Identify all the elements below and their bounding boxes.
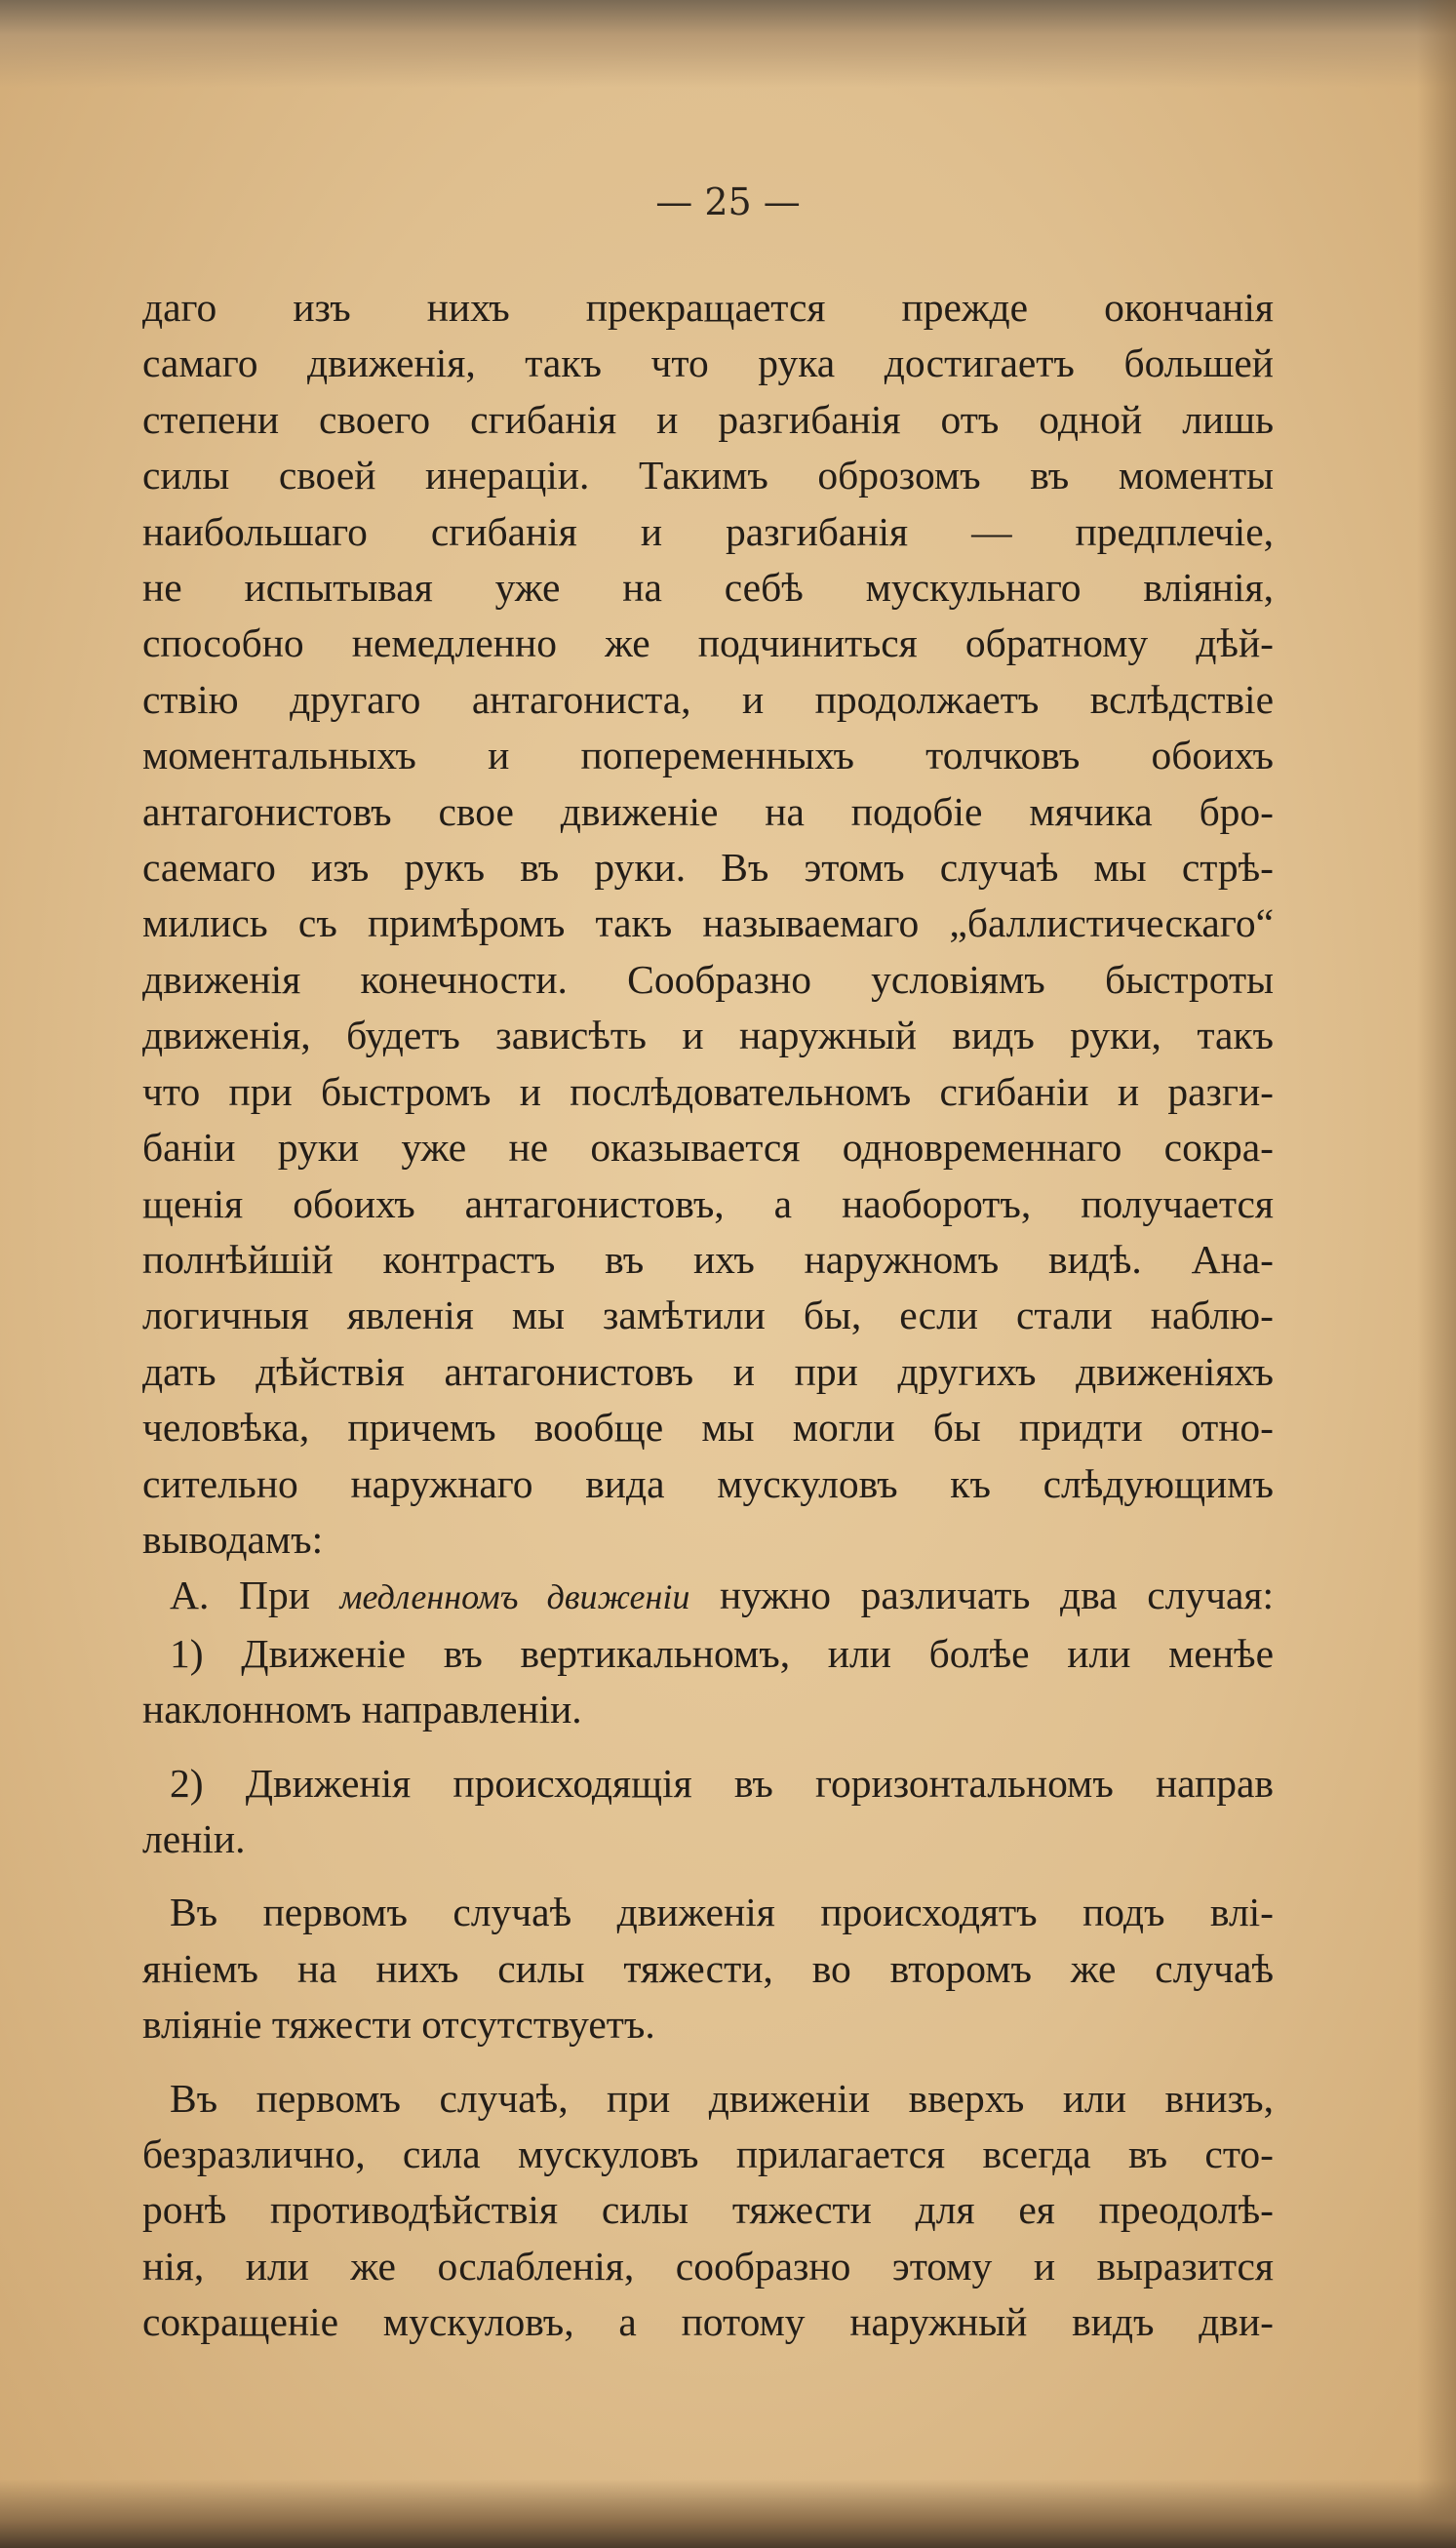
text-line: дать дѣйствія антагонистовъ и при другихъ движеніяхъ (142, 1348, 1274, 1394)
text-line: Въ первомъ случаѣ, при движеніи вверхъ или внизъ, (170, 2075, 1274, 2121)
text-line: вліяніе тяжести отсутствуетъ. (142, 2002, 655, 2048)
text-line: 2) Движенія происходящія въ горизонтальномъ направ (170, 1760, 1274, 1806)
paragraph-item-1 (142, 1626, 1274, 1738)
text-line: моментальныхъ и попеременныхъ толчковъ обоихъ (142, 733, 1274, 778)
text-line: логичныя явленія мы замѣтили бы, если стали наблю- (142, 1293, 1274, 1338)
text-line: антагонистовъ свое движеніе на подобіе мячика бро- (142, 788, 1274, 834)
text-line: движенія, будетъ зависѣть и наружный видъ руки, такъ (142, 1013, 1274, 1058)
text-line: способно немедленно же подчиниться обратному дѣй- (142, 620, 1274, 666)
text-line: наклонномъ направленіи. (142, 1687, 582, 1732)
text-line: движенія конечности. Сообразно условіямъ быстроты (142, 956, 1274, 1002)
text-line: безразлично, сила мускуловъ прилагается всегда въ сто- (142, 2131, 1274, 2176)
text-line: нія, или же ослабленія, сообразно этому и выразится (142, 2243, 1274, 2289)
text-line: яніемъ на нихъ силы тяжести, во второмъ же случаѣ (142, 1945, 1274, 1991)
text-line: степени своего сгибанія и разгибанія отъ одной лишь (142, 396, 1274, 442)
case-a-prefix: А. При (170, 1573, 340, 1618)
text-line: человѣка, причемъ вообще мы могли бы придти отно- (142, 1405, 1274, 1451)
text-line: саемаго изъ рукъ въ руки. Въ этомъ случаѣ мы стрѣ- (142, 845, 1274, 891)
text-line: не испытывая уже на себѣ мускульнаго вліянія, (142, 565, 1274, 611)
text-line: наибольшаго сгибанія и разгибанія — предплечіе, (142, 508, 1274, 554)
text-line: самаго движенія, такъ что рука достигаетъ большей (142, 340, 1274, 386)
text-line: что при быстромъ и послѣдовательномъ сгибаніи и разги- (142, 1068, 1274, 1114)
text-line: даго изъ нихъ прекращается прежде окончанія (142, 285, 1274, 330)
text-line: полнѣйшій контрастъ въ ихъ наружномъ видѣ. Ана- (142, 1236, 1274, 1282)
page-edge-shadow (1417, 0, 1456, 2548)
case-a-suffix: нужно различать два случая: (689, 1573, 1274, 1618)
text-line: силы своей инераціи. Такимъ обрoзомъ въ моменты (142, 453, 1274, 498)
text-line: сокращеніе мускуловъ, а потому наружный видъ дви- (142, 2299, 1274, 2345)
text-line: Въ первомъ случаѣ движенія происходятъ подъ влі- (170, 1890, 1274, 1935)
text-line: леніи. (142, 1815, 246, 1861)
text-line: мились съ примѣромъ такъ называемаго „баллистическаго“ (142, 900, 1274, 946)
body-text (142, 280, 1274, 2351)
text-line: ронѣ противодѣйствія силы тяжести для ея преодолѣ- (142, 2187, 1274, 2233)
text-line: щенія обоихъ антагонистовъ, а наоборотъ, получается (142, 1180, 1274, 1226)
text-line: 1) Движеніе въ вертикальномъ, или болѣе или менѣе (170, 1630, 1274, 1676)
paragraph-1 (142, 280, 1274, 1568)
paragraph-3 (142, 1885, 1274, 2052)
italic-term: медленномъ движеніи (339, 1577, 690, 1617)
page-number: — 25 — (655, 180, 801, 223)
text-line (142, 1568, 1274, 1625)
paragraph-case-a (142, 1568, 1274, 1625)
text-line: сительно наружнаго вида мускуловъ къ слѣдующимъ (142, 1460, 1274, 1506)
paragraph-item-2 (142, 1756, 1274, 1868)
text-line: баніи руки уже не оказывается одновременнаго сокра- (142, 1125, 1274, 1171)
text-line: ствію другаго антагониста, и продолжаетъ вслѣдствіе (142, 676, 1274, 722)
text-line: выводамъ: (142, 1516, 324, 1562)
paragraph-4 (142, 2071, 1274, 2351)
